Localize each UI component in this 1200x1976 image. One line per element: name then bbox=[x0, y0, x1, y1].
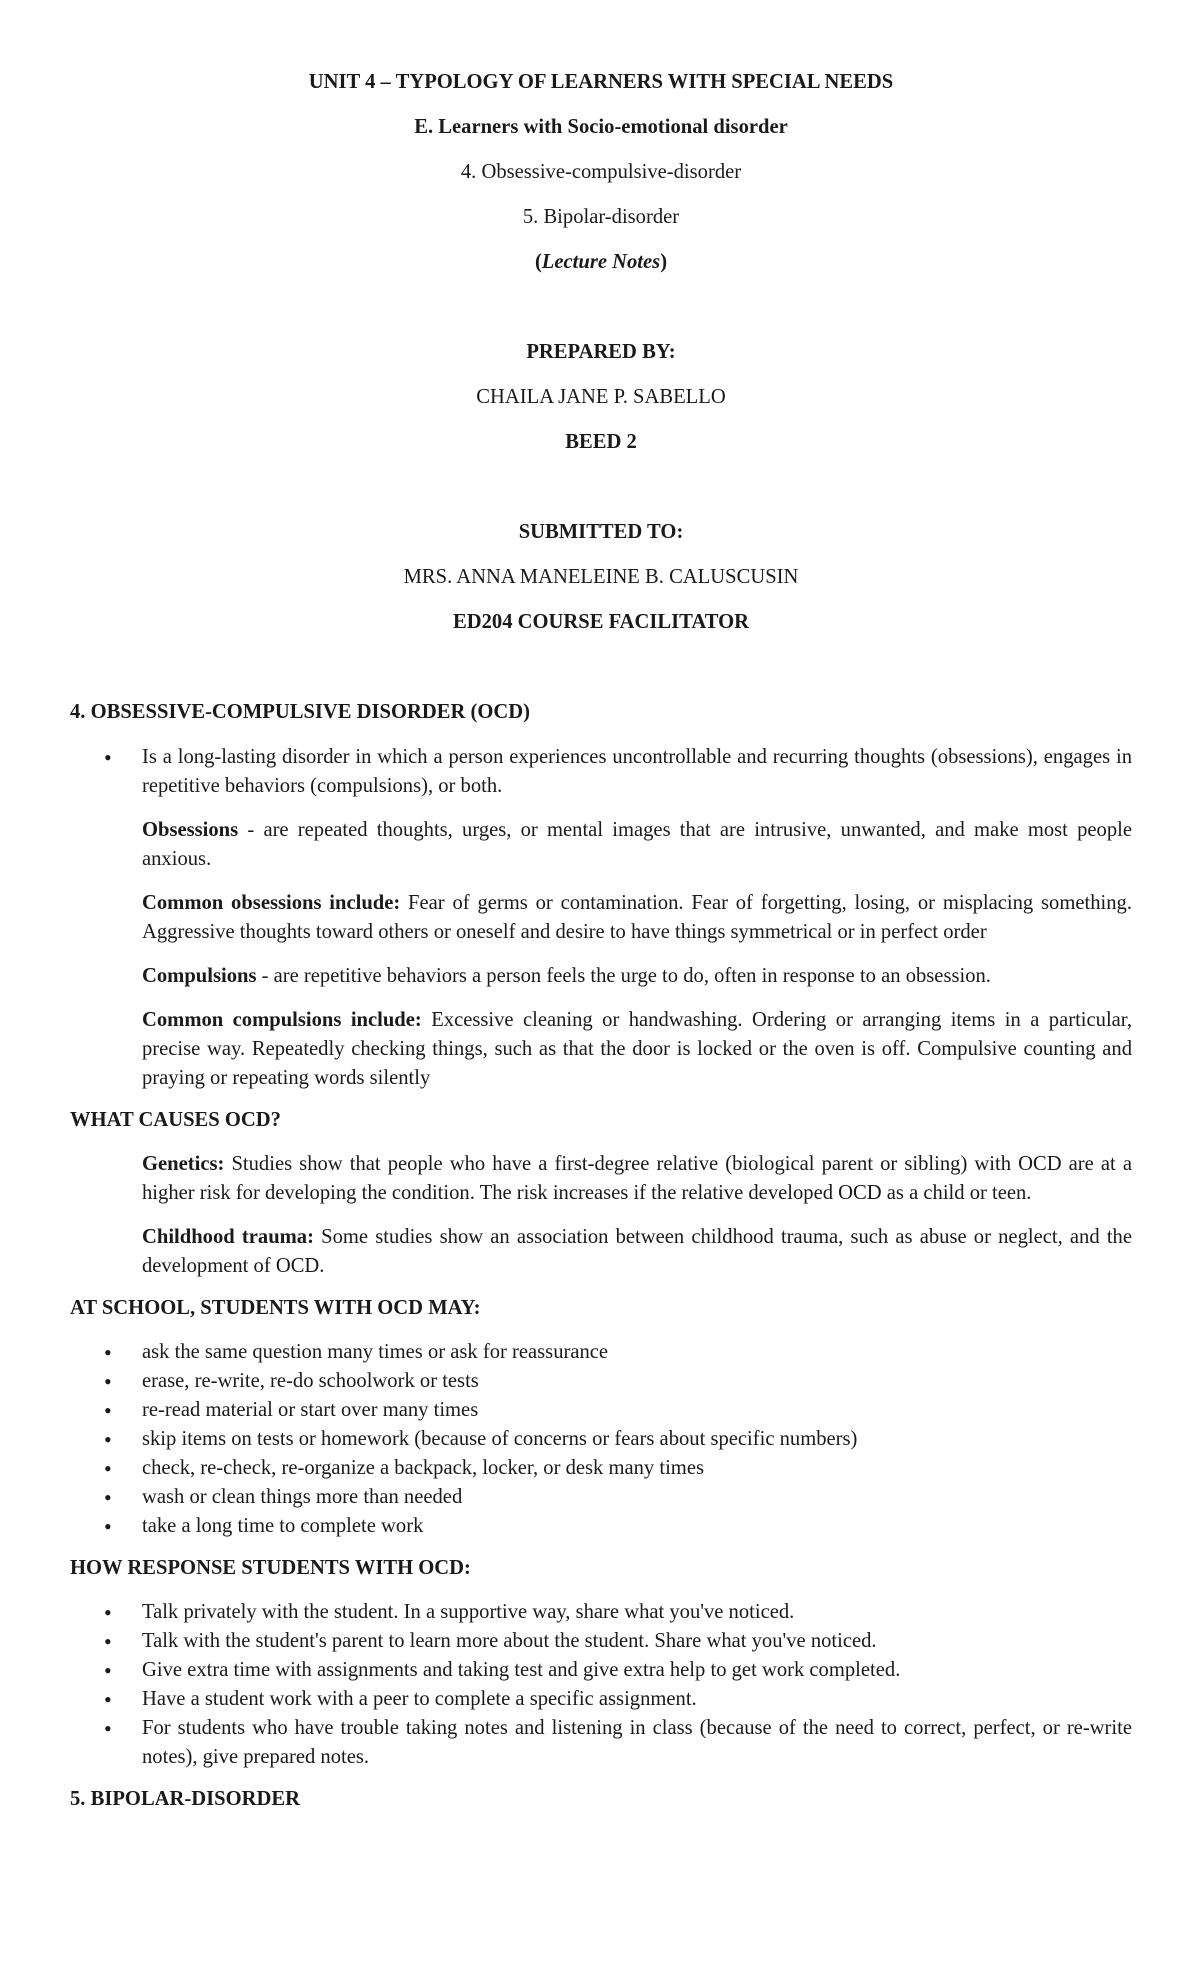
list-item: • take a long time to complete work bbox=[70, 1512, 1132, 1541]
list-item: • Talk with the student's parent to learn more about the student. Share what you've noticed. bbox=[70, 1627, 1132, 1656]
response-list bbox=[70, 1598, 1132, 1772]
list-item: • erase, re-write, re-do schoolwork or tests bbox=[70, 1367, 1132, 1396]
list-item: • For students who have trouble taking notes and listening in class (because of the need to correct, perfect, or re-write notes), give prepared notes. bbox=[70, 1714, 1132, 1772]
school-behaviors-list bbox=[70, 1338, 1132, 1541]
lecture-notes-text: Lecture Notes bbox=[541, 251, 661, 273]
list-item: • re-read material or start over many times bbox=[70, 1396, 1132, 1425]
list-item: • Give extra time with assignments and taking test and give extra help to get work completed. bbox=[70, 1656, 1132, 1685]
obsessions-paragraph: Obsessions - are repeated thoughts, urges, or mental images that are intrusive, unwanted, and make most people anxious. bbox=[142, 819, 1132, 870]
facilitator-name: MRS. ANNA MANELEINE B. CALUSCUSIN bbox=[403, 566, 799, 588]
trauma-paragraph: Childhood trauma: Some studies show an association between childhood trauma, such as abuse or neglect, and the development of OCD. bbox=[142, 1226, 1132, 1277]
topic-ocd: 4. Obsessive-compulsive-disorder bbox=[460, 161, 742, 183]
list-item: • ask the same question many times or ask for reassurance bbox=[70, 1338, 1132, 1367]
ocd-definition: • Is a long-lasting disorder in which a person experiences uncontrollable and recurring thoughts (obsessions), engages in repetitive behaviors (compulsions), or both. bbox=[70, 743, 1132, 801]
response-heading: HOW RESPONSE STUDENTS WITH OCD: bbox=[70, 1557, 471, 1579]
common-compulsions-paragraph: Common compulsions include: Excessive cleaning or handwashing. Ordering or arranging items in a particular, precise way. Repeatedly checking things, such as that the door is locked or the oven is off. Compulsive counting and praying or repeating words silently bbox=[142, 1009, 1132, 1089]
topic-bipolar: 5. Bipolar-disorder bbox=[522, 206, 680, 228]
ocd-definition-list bbox=[70, 743, 1132, 801]
compulsions-paragraph: Compulsions - are repetitive behaviors a person feels the urge to do, often in response to an obsession. bbox=[142, 965, 991, 987]
genetics-paragraph: Genetics: Studies show that people who have a first-degree relative (biological parent or sibling) with OCD are at a higher risk for developing the condition. The risk increases if the relative developed OCD as a child or teen. bbox=[142, 1153, 1132, 1204]
lecture-notes-label: (Lecture Notes) bbox=[534, 251, 668, 273]
unit-title: UNIT 4 – TYPOLOGY OF LEARNERS WITH SPECIAL NEEDS bbox=[308, 71, 894, 93]
list-item: • Talk privately with the student. In a supportive way, share what you've noticed. bbox=[70, 1598, 1132, 1627]
common-obsessions-paragraph: Common obsessions include: Fear of germs or contamination. Fear of forgetting, losing, or misplacing something. Aggressive thoughts toward others or oneself and desire to have things symmetrical or in perfect order bbox=[142, 892, 1132, 943]
list-item: • skip items on tests or homework (because of concerns or fears about specific numbers) bbox=[70, 1425, 1132, 1454]
author-name: CHAILA JANE P. SABELLO bbox=[476, 386, 726, 408]
ocd-heading: 4. OBSESSIVE-COMPULSIVE DISORDER (OCD) bbox=[70, 701, 531, 723]
author-section: BEED 2 bbox=[565, 431, 637, 453]
causes-heading: WHAT CAUSES OCD? bbox=[70, 1109, 281, 1131]
subtopic-title: E. Learners with Socio-emotional disorder bbox=[414, 116, 788, 138]
list-item: • check, re-check, re-organize a backpack, locker, or desk many times bbox=[70, 1454, 1132, 1483]
submitted-to-label: SUBMITTED TO: bbox=[518, 521, 684, 543]
prepared-by-label: PREPARED BY: bbox=[526, 341, 676, 363]
list-item: • wash or clean things more than needed bbox=[70, 1483, 1132, 1512]
facilitator-role: ED204 COURSE FACILITATOR bbox=[453, 611, 749, 633]
list-item: • Have a student work with a peer to complete a specific assignment. bbox=[70, 1685, 1132, 1714]
school-heading: AT SCHOOL, STUDENTS WITH OCD MAY: bbox=[70, 1297, 481, 1319]
bipolar-heading: 5. BIPOLAR-DISORDER bbox=[70, 1788, 300, 1810]
